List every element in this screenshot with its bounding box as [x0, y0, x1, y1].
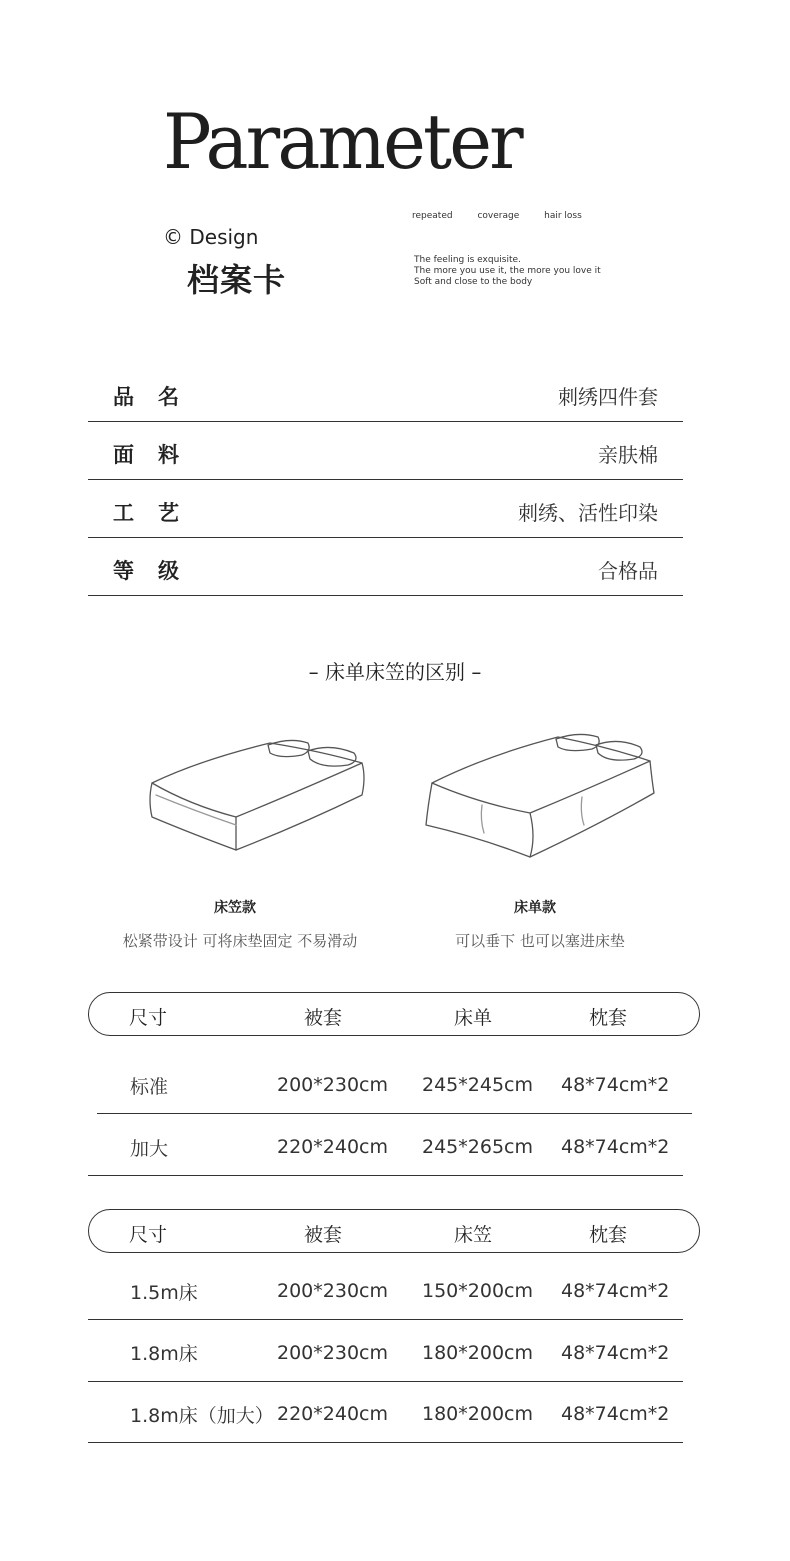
table-cell: 200*230cm	[277, 1342, 388, 1364]
table-cell: 220*240cm	[277, 1136, 388, 1158]
row-divider	[88, 1175, 683, 1176]
table-cell: 标准	[130, 1076, 169, 1098]
table-header-cell: 枕套	[589, 1007, 628, 1029]
table-cell: 200*230cm	[277, 1280, 388, 1302]
tag-list	[412, 211, 604, 221]
param-row-fabric	[88, 421, 683, 480]
feeling-line: Soft and close to the body	[414, 277, 533, 287]
table-cell: 245*245cm	[422, 1074, 533, 1096]
section-title: – 床单床笠的区别 –	[308, 660, 482, 684]
table-header-cell: 床笠	[454, 1224, 493, 1246]
fitted-sheet-caption: 床笠款	[214, 900, 256, 916]
param-label: 等级	[113, 559, 203, 583]
flat-sheet-desc: 可以垂下 也可以塞进床垫	[455, 932, 625, 950]
fitted-sheet-desc: 松紧带设计 可将床垫固定 不易滑动	[122, 932, 358, 950]
flat-sheet-caption: 床单款	[514, 900, 556, 916]
table-cell: 1.8m床（加大）	[130, 1405, 274, 1427]
design-label: © Design	[163, 225, 259, 249]
feeling-line: The more you use it, the more you love it	[414, 266, 601, 276]
param-label: 工艺	[113, 501, 203, 525]
param-value: 刺绣四件套	[558, 385, 658, 409]
tag-item: coverage	[477, 211, 520, 221]
tag-item: repeated	[412, 211, 453, 221]
table-cell: 200*230cm	[277, 1074, 388, 1096]
table-header-cell: 被套	[304, 1224, 343, 1246]
feeling-line: The feeling is exquisite.	[414, 255, 521, 265]
tag-item: hair loss	[544, 211, 582, 221]
table-cell: 220*240cm	[277, 1403, 388, 1425]
table-header-cell: 床单	[454, 1007, 493, 1029]
table-cell: 48*74cm*2	[561, 1403, 670, 1425]
table-header-cell: 尺寸	[129, 1224, 168, 1246]
fitted-sheet-bed-icon	[140, 725, 380, 865]
param-value: 合格品	[598, 559, 658, 583]
table-cell: 1.8m床	[130, 1343, 198, 1365]
row-divider	[88, 1381, 683, 1382]
flat-sheet-bed-icon	[418, 725, 663, 870]
table-cell: 加大	[130, 1138, 169, 1160]
table-cell: 48*74cm*2	[561, 1074, 670, 1096]
table-cell: 48*74cm*2	[561, 1342, 670, 1364]
page-title: Parameter	[163, 97, 521, 186]
param-row-grade	[88, 537, 683, 596]
table-cell: 1.5m床	[130, 1282, 198, 1304]
table-header-cell: 枕套	[589, 1224, 628, 1246]
table2-header	[88, 1209, 700, 1253]
table-cell: 245*265cm	[422, 1136, 533, 1158]
param-label: 面料	[113, 443, 203, 467]
row-divider	[88, 1442, 683, 1443]
param-row-craft	[88, 479, 683, 538]
param-value: 亲肤棉	[598, 443, 658, 467]
row-divider	[97, 1113, 692, 1114]
page-subtitle: 档案卡	[187, 261, 287, 299]
param-label: 品名	[113, 385, 203, 409]
table-cell: 48*74cm*2	[561, 1280, 670, 1302]
table-cell: 180*200cm	[422, 1403, 533, 1425]
table-header-cell: 尺寸	[129, 1007, 168, 1029]
table-cell: 150*200cm	[422, 1280, 533, 1302]
table-cell: 48*74cm*2	[561, 1136, 670, 1158]
param-row-name	[88, 363, 683, 422]
table-header-cell: 被套	[304, 1007, 343, 1029]
param-value: 刺绣、活性印染	[518, 501, 658, 525]
table-cell: 180*200cm	[422, 1342, 533, 1364]
feeling-text	[414, 255, 601, 288]
row-divider	[88, 1319, 683, 1320]
table1-header	[88, 992, 700, 1036]
